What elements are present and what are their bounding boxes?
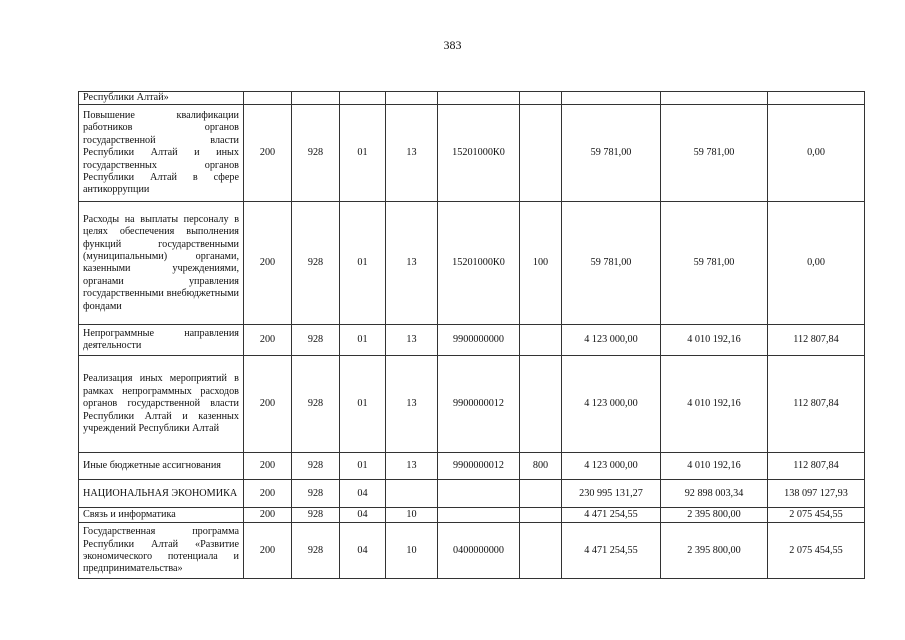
cell-code-2: 928: [292, 523, 340, 579]
cell-code-5: 15201000К0: [438, 202, 520, 325]
row-name: Повышение квалификации работников органов государственной власти Республики Алтай и иных государственных органов Республики Алтай в сфере антикоррупции: [79, 105, 244, 202]
cell-code-6: 800: [520, 453, 562, 480]
row-name: Расходы на выплаты персоналу в целях обеспечения выполнения функций государственными (муниципальными) органами, казенными учреждениями, органами управления государственными внебюджетными фондами: [79, 202, 244, 325]
cell-code-3: 01: [340, 202, 386, 325]
cell-value-1: [562, 92, 661, 105]
cell-code-2: 928: [292, 480, 340, 508]
cell-code-5: 9900000012: [438, 356, 520, 453]
cell-code-1: 200: [244, 523, 292, 579]
cell-value-3: 2 075 454,55: [768, 508, 865, 523]
table-row: [79, 202, 865, 325]
cell-code-3: 01: [340, 325, 386, 356]
table-row: [79, 523, 865, 579]
cell-code-2: 928: [292, 325, 340, 356]
cell-value-3: 0,00: [768, 202, 865, 325]
cell-code-1: 200: [244, 453, 292, 480]
cell-code-3: 04: [340, 480, 386, 508]
cell-value-2: 4 010 192,16: [661, 325, 768, 356]
cell-code-6: 100: [520, 202, 562, 325]
cell-code-3: [340, 92, 386, 105]
cell-code-5: 15201000К0: [438, 105, 520, 202]
cell-code-4: 13: [386, 356, 438, 453]
cell-code-1: 200: [244, 105, 292, 202]
cell-value-1: 59 781,00: [562, 202, 661, 325]
cell-code-4: 10: [386, 508, 438, 523]
cell-code-4: 13: [386, 325, 438, 356]
cell-code-2: 928: [292, 508, 340, 523]
cell-code-6: [520, 92, 562, 105]
cell-code-4: 10: [386, 523, 438, 579]
cell-value-3: 2 075 454,55: [768, 523, 865, 579]
budget-table: [78, 91, 865, 579]
cell-value-3: 112 807,84: [768, 453, 865, 480]
page-number: 383: [443, 38, 462, 52]
row-name: Иные бюджетные ассигнования: [79, 453, 244, 480]
cell-code-3: 04: [340, 523, 386, 579]
cell-code-5: [438, 480, 520, 508]
cell-value-3: 138 097 127,93: [768, 480, 865, 508]
row-name: Связь и информатика: [79, 508, 244, 523]
cell-value-3: 112 807,84: [768, 325, 865, 356]
cell-code-6: [520, 480, 562, 508]
cell-value-3: 0,00: [768, 105, 865, 202]
cell-code-6: [520, 523, 562, 579]
cell-code-3: 04: [340, 508, 386, 523]
cell-value-2: 59 781,00: [661, 202, 768, 325]
cell-value-2: 2 395 800,00: [661, 508, 768, 523]
cell-code-5: 0400000000: [438, 523, 520, 579]
cell-code-6: [520, 105, 562, 202]
cell-code-5: 9900000000: [438, 325, 520, 356]
row-name: Реализация иных мероприятий в рамках непрограммных расходов органов государственной власти Республики Алтай и казенных учреждений Республики Алтай: [79, 356, 244, 453]
cell-code-2: 928: [292, 105, 340, 202]
cell-value-1: 230 995 131,27: [562, 480, 661, 508]
cell-value-2: 59 781,00: [661, 105, 768, 202]
row-name: Государственная программа Республики Алтай «Развитие экономического потенциала и предпринимательства»: [79, 523, 244, 579]
cell-value-1: 4 123 000,00: [562, 356, 661, 453]
table-row: [79, 325, 865, 356]
cell-code-4: [386, 92, 438, 105]
row-name: НАЦИОНАЛЬНАЯ ЭКОНОМИКА: [79, 480, 244, 508]
cell-code-1: 200: [244, 325, 292, 356]
cell-code-3: 01: [340, 356, 386, 453]
cell-value-1: 59 781,00: [562, 105, 661, 202]
cell-value-1: 4 123 000,00: [562, 325, 661, 356]
cell-value-2: 92 898 003,34: [661, 480, 768, 508]
cell-code-4: [386, 480, 438, 508]
cell-code-1: 200: [244, 202, 292, 325]
cell-code-1: 200: [244, 356, 292, 453]
cell-code-6: [520, 508, 562, 523]
cell-value-2: 2 395 800,00: [661, 523, 768, 579]
cell-code-2: 928: [292, 356, 340, 453]
table-row: [79, 508, 865, 523]
cell-code-2: 928: [292, 453, 340, 480]
cell-code-3: 01: [340, 105, 386, 202]
table-body: [79, 92, 865, 579]
table-row: [79, 480, 865, 508]
cell-code-3: 01: [340, 453, 386, 480]
cell-code-1: [244, 92, 292, 105]
cell-code-5: [438, 508, 520, 523]
cell-code-6: [520, 325, 562, 356]
cell-value-2: 4 010 192,16: [661, 356, 768, 453]
table-row: [79, 92, 865, 105]
cell-code-5: 9900000012: [438, 453, 520, 480]
row-name: Непрограммные направления деятельности: [79, 325, 244, 356]
cell-code-1: 200: [244, 508, 292, 523]
cell-code-2: [292, 92, 340, 105]
cell-value-3: [768, 92, 865, 105]
row-name: Республики Алтай»: [79, 92, 244, 105]
cell-code-6: [520, 356, 562, 453]
cell-value-2: [661, 92, 768, 105]
table-row: [79, 105, 865, 202]
cell-value-1: 4 471 254,55: [562, 508, 661, 523]
cell-value-1: 4 471 254,55: [562, 523, 661, 579]
cell-code-1: 200: [244, 480, 292, 508]
cell-code-5: [438, 92, 520, 105]
cell-value-1: 4 123 000,00: [562, 453, 661, 480]
table-row: [79, 356, 865, 453]
cell-value-3: 112 807,84: [768, 356, 865, 453]
cell-code-4: 13: [386, 453, 438, 480]
cell-code-4: 13: [386, 202, 438, 325]
cell-code-4: 13: [386, 105, 438, 202]
cell-value-2: 4 010 192,16: [661, 453, 768, 480]
cell-code-2: 928: [292, 202, 340, 325]
table-row: [79, 453, 865, 480]
